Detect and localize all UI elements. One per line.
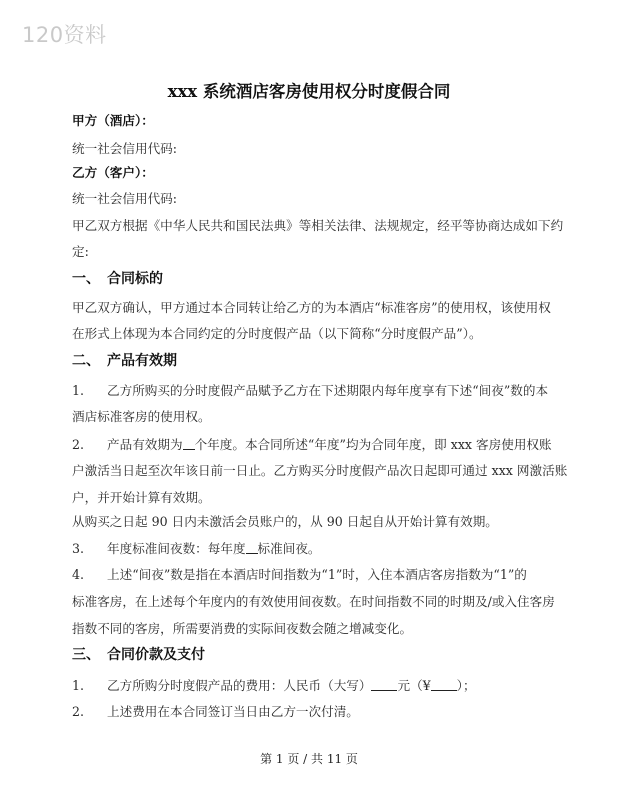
section-2-number: 二、 <box>72 353 100 369</box>
section-3-title: 合同价款及支付 <box>107 647 205 663</box>
watermark-logo: 120资料 <box>22 23 107 47</box>
item-4-line-1 <box>72 568 527 582</box>
item-4-line-2: 标准客房，在上述每个年度内的有效使用间夜数。在时间指数不同的时期及/或入住客房 <box>72 594 555 609</box>
intro-line-2: 定: <box>72 244 89 259</box>
item-1-line-2: 酒店标准客房的使用权。 <box>72 409 211 424</box>
party-b-label: 乙方（客户）： <box>72 165 154 180</box>
section-1-title: 合同标的 <box>107 271 163 287</box>
room-nights-blank <box>246 541 258 554</box>
item-4-line-3: 指数不同的客房，所需要消费的实际间夜数会随之增减变化。 <box>72 621 413 636</box>
amount-words-blank <box>371 678 397 691</box>
section-1-para-line-2: 在形式上体现为本合同约定的分时度假产品（以下简称“分时度假产品”）。 <box>72 326 482 341</box>
section-2-heading <box>72 354 177 368</box>
section-3-number: 三、 <box>72 647 100 663</box>
item-3-text-b: 标准间夜。 <box>257 541 321 556</box>
payment-item-2-text: 上述费用在本合同签订当日由乙方一次付清。 <box>107 704 359 719</box>
item-2-line-1 <box>72 437 552 452</box>
payment-item-2 <box>72 705 359 719</box>
credit-code-b-label: 统一社会信用代码: <box>72 191 177 206</box>
item-3-number: 3. <box>72 541 85 556</box>
item-1-line-1 <box>72 384 548 398</box>
years-blank <box>183 437 195 450</box>
item-2-text-a: 产品有效期为 <box>107 437 183 452</box>
payment-item-1-text-a: 乙方所购分时度假产品的费用：人民币（大写） <box>107 678 372 693</box>
payment-item-2-number: 2. <box>72 704 85 719</box>
item-2-number: 2. <box>72 437 85 452</box>
credit-code-a-label: 统一社会信用代码: <box>72 141 177 156</box>
item-2-line-3: 户，并开始计算有效期。 <box>72 490 211 505</box>
party-a-label: 甲方（酒店）： <box>72 113 154 128</box>
section-3-heading <box>72 648 205 662</box>
intro-line-1: 甲乙双方根据《中华人民共和国民法典》等相关法律、法规规定，经平等协商达成如下约 <box>72 218 564 233</box>
item-3-line <box>72 541 321 556</box>
payment-item-1-number: 1. <box>72 678 85 693</box>
activation-note: 从购买之日起 90 日内未激活会员账户的，从 90 日起自从开始计算有效期。 <box>72 514 498 529</box>
payment-item-1-text-c: ）； <box>456 678 476 693</box>
item-1-text: 乙方所购买的分时度假产品赋予乙方在下述期限内每年度享有下述“间夜”数的本 <box>107 383 549 398</box>
item-4-number: 4. <box>72 567 85 582</box>
section-1-number: 一、 <box>72 271 100 287</box>
item-4-text: 上述“间夜”数是指在本酒店时间指数为“1”时，入住本酒店客房指数为“1”的 <box>107 567 527 582</box>
amount-figures-blank <box>431 678 457 691</box>
item-2-line-2: 户激活当日起至次年该日前一日止。乙方购买分时度假产品次日起即可通过 xxx 网激活账 <box>72 463 568 478</box>
payment-item-1-text-b: 元（¥ <box>397 678 431 693</box>
section-1-heading <box>72 272 163 286</box>
item-1-number: 1. <box>72 383 85 398</box>
payment-item-1 <box>72 678 476 693</box>
item-3-text-a: 年度标准间夜数：每年度 <box>107 541 246 556</box>
document-title: xxx 系统酒店客房使用权分时度假合同 <box>167 82 451 101</box>
item-2-text-b: 个年度。本合同所述“年度”均为合同年度，即 xxx 客房使用权账 <box>194 437 552 452</box>
section-2-title: 产品有效期 <box>107 353 177 369</box>
section-1-para-line-1: 甲乙双方确认，甲方通过本合同转让给乙方的为本酒店“标准客房”的使用权，该使用权 <box>72 300 551 315</box>
page-footer: 第 1 页 / 共 11 页 <box>260 752 358 766</box>
